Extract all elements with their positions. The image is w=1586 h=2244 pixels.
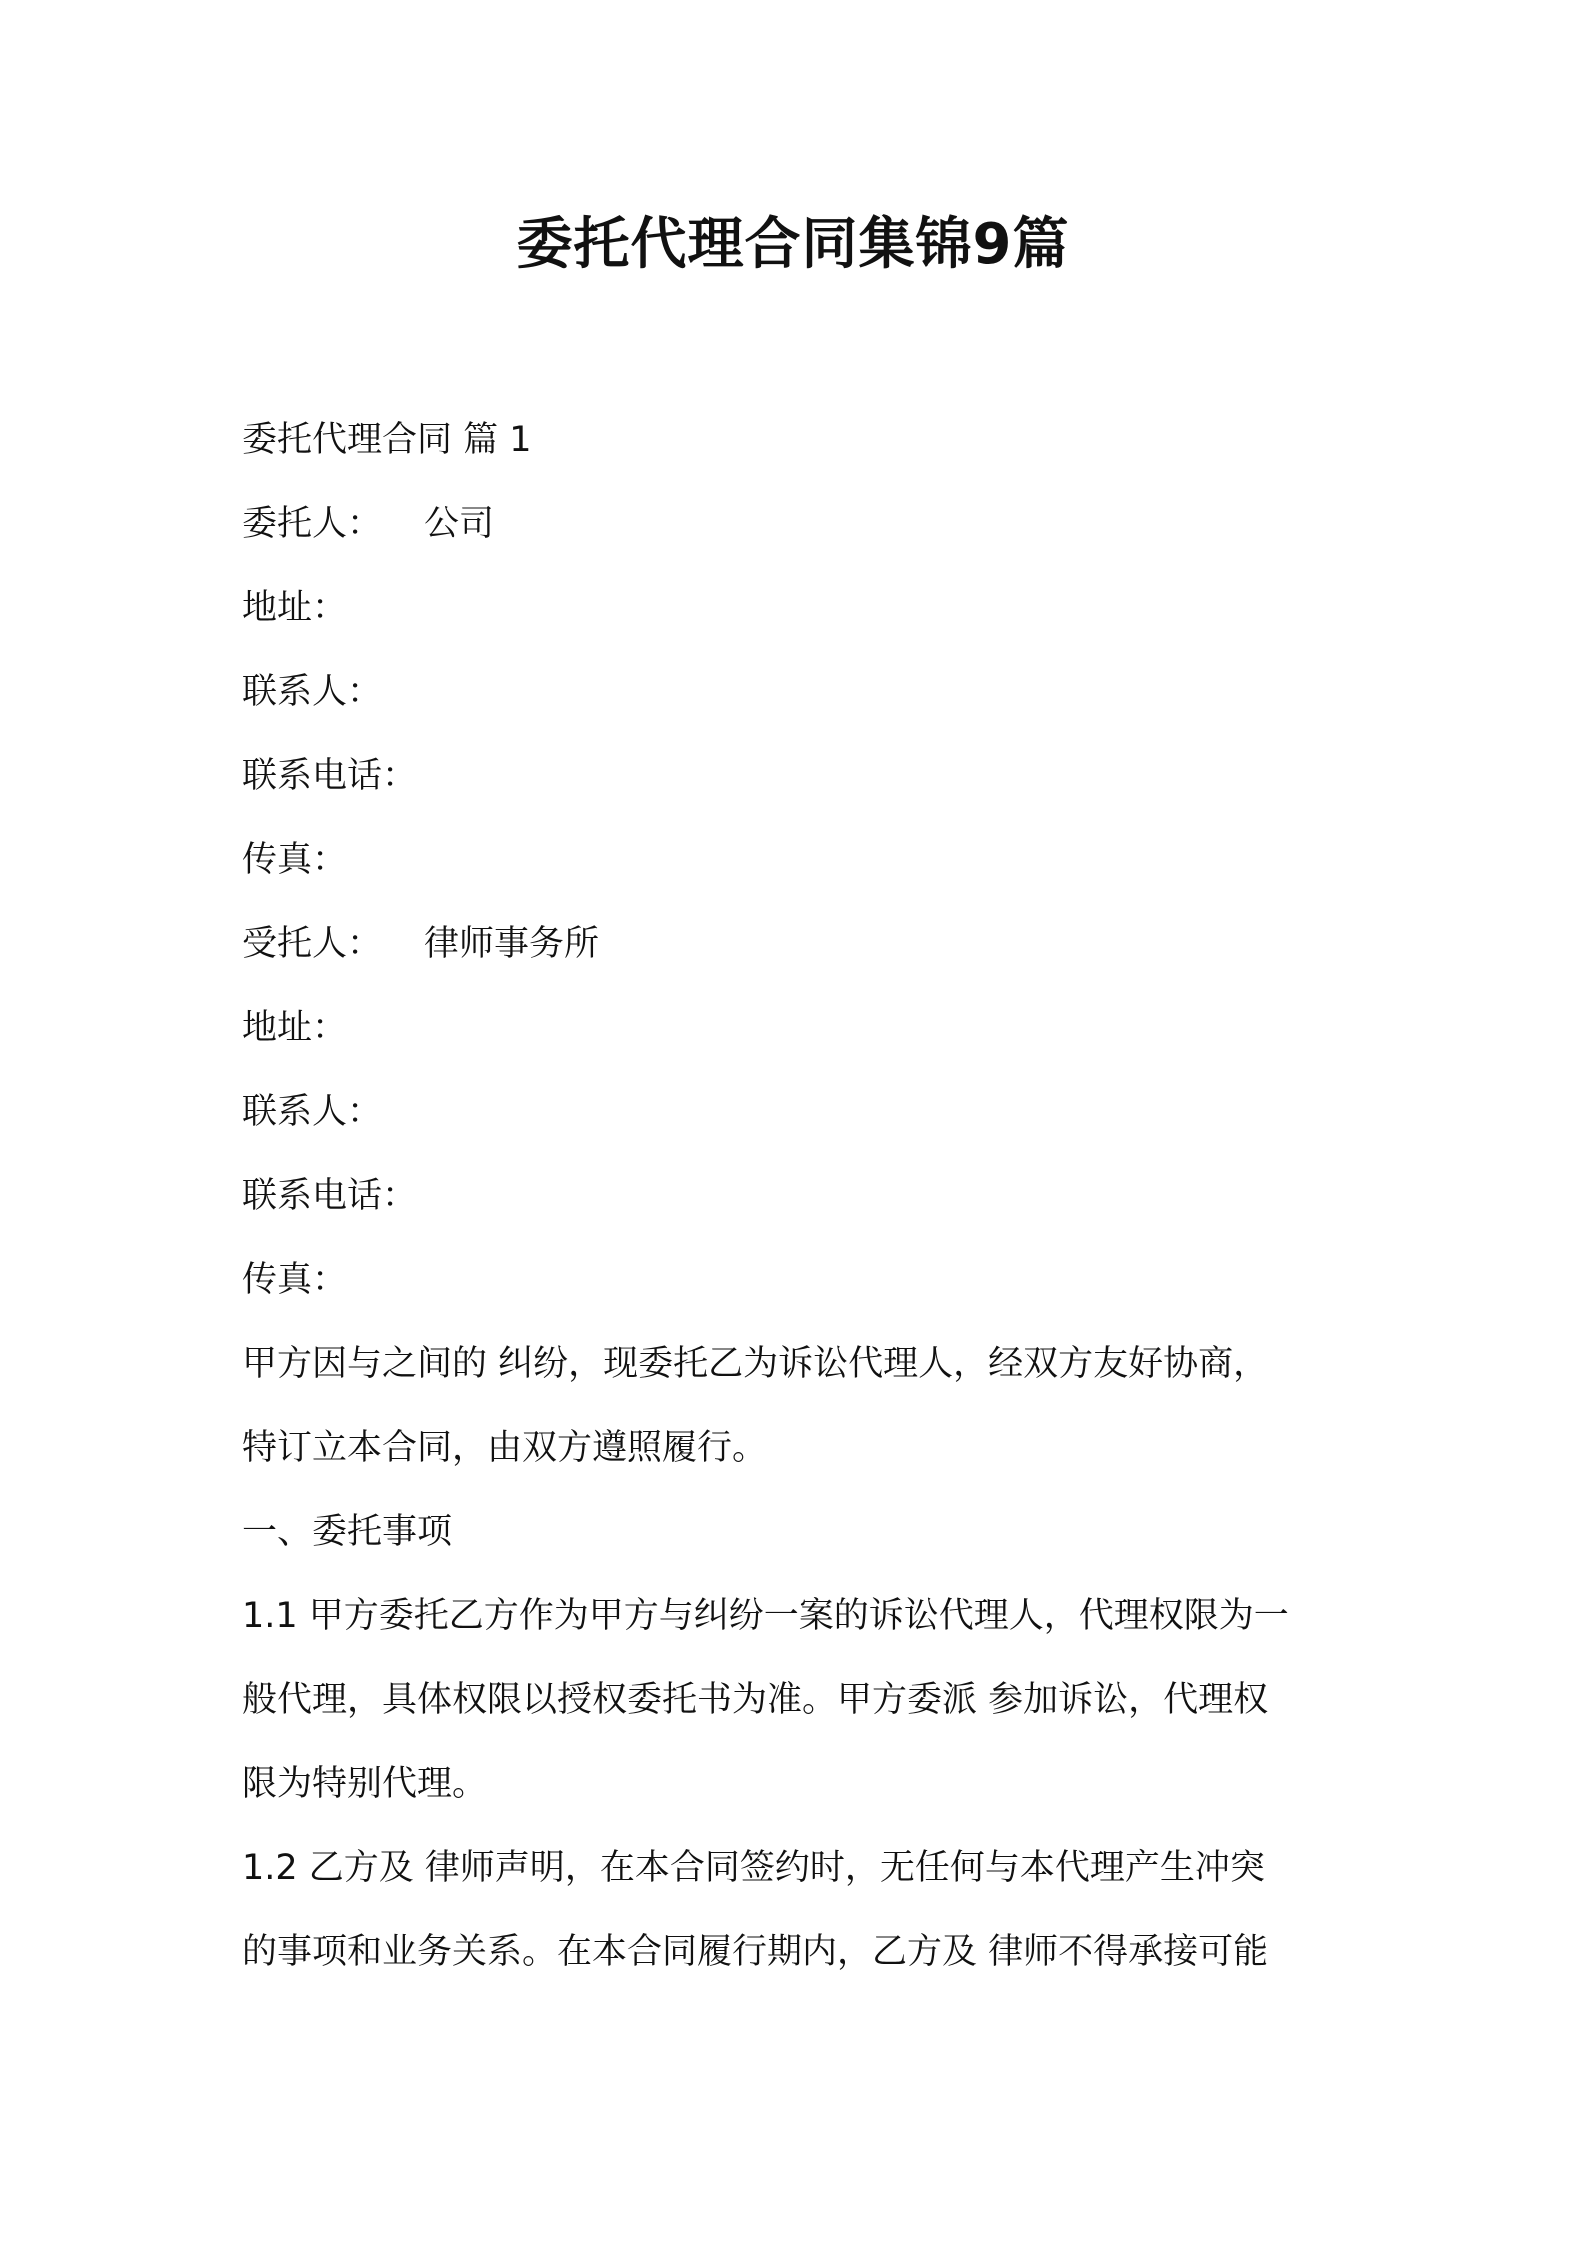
agent-contact: 联系人： [242,1092,383,1132]
principal-label: 委托人： [242,504,383,544]
principal-value: 公司 [424,504,495,544]
agent-address: 地址： [242,1008,348,1048]
intro-line: 甲方因与之间的 纠纷，现委托乙为诉讼代理人，经双方友好协商， [242,1344,1269,1384]
clause-1-1-line: 限为特别代理。 [242,1764,488,1804]
principal-line [242,482,1362,566]
principal-contact: 联系人： [242,672,383,712]
agent-label: 受托人： [242,924,383,964]
intro-line: 特订立本合同，由双方遵照履行。 [242,1428,768,1468]
principal-fax: 传真： [242,840,348,880]
principal-address: 地址： [242,588,348,628]
clause-1-2-line: 1.2 乙方及 律师声明，在本合同签约时，无任何与本代理产生冲突 [242,1848,1265,1888]
principal-phone: 联系电话： [242,756,418,796]
clause-1-1-line: 般代理，具体权限以授权委托书为准。甲方委派 参加诉讼，代理权 [242,1680,1269,1720]
clause-1-1-line: 1.1 甲方委托乙方作为甲方与纠纷一案的诉讼代理人，代理权限为一 [242,1596,1289,1636]
document-title: 委托代理合同集锦9篇 [516,212,1070,277]
clause-1-2-line: 的事项和业务关系。在本合同履行期内，乙方及 律师不得承接可能 [242,1932,1269,1972]
agent-line [242,902,1362,986]
section-heading: 委托代理合同 篇 1 [242,420,532,460]
document-body [242,398,1362,1994]
agent-fax: 传真： [242,1260,348,1300]
agent-phone: 联系电话： [242,1176,418,1216]
article-heading: 一、委托事项 [242,1512,453,1552]
agent-value: 律师事务所 [424,924,600,964]
